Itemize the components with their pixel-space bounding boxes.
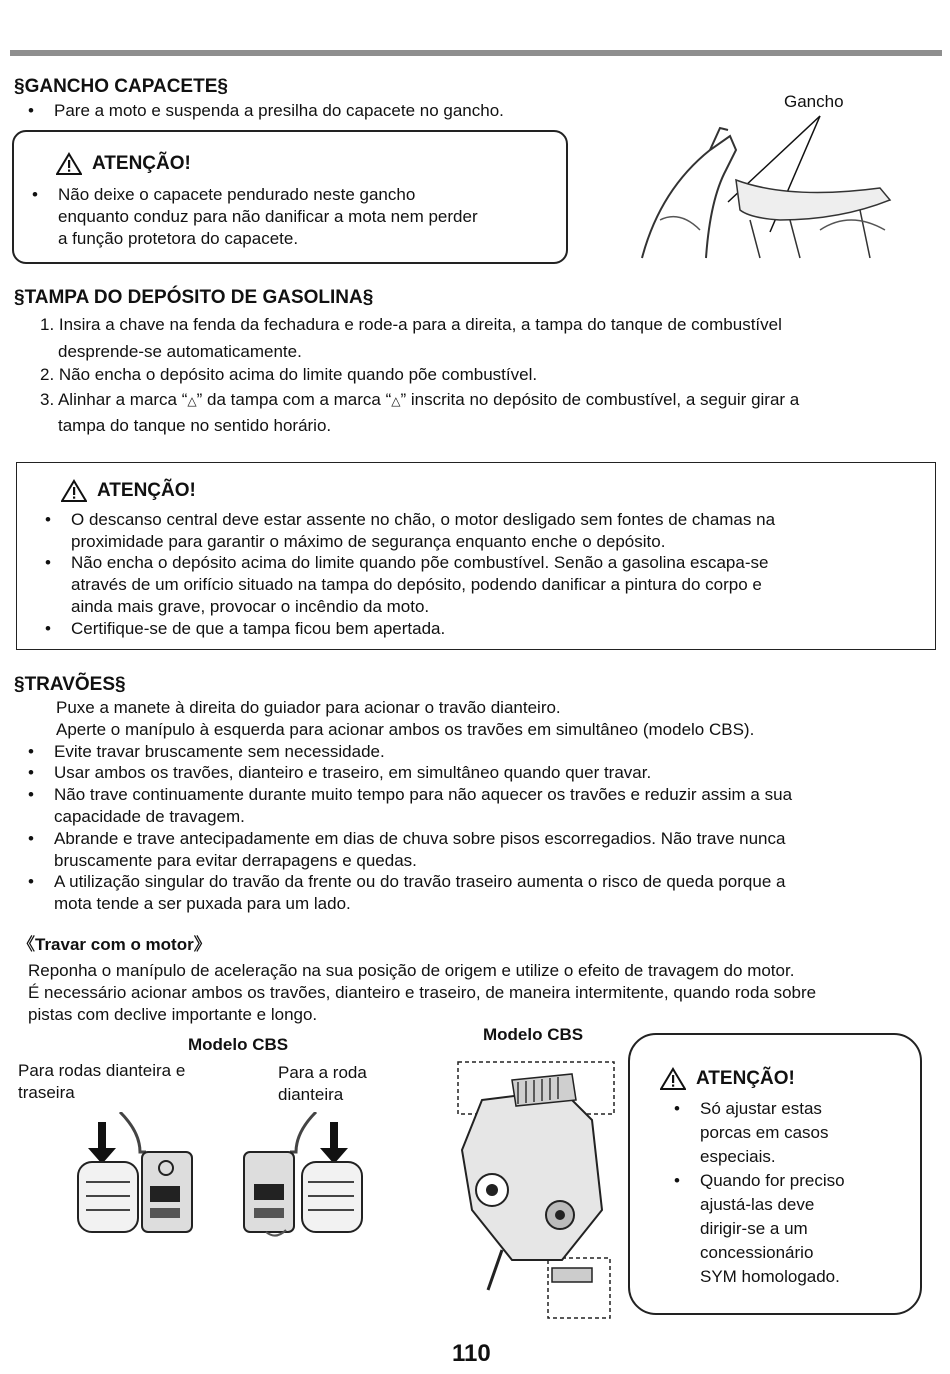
cbs-label-left: Modelo CBS [188,1035,289,1054]
engine-braking-text: Reponha o manípulo de aceleração na sua posição de origem e utilize o efeito de travagem do motor. É necessário acionar ambos os travões, dianteiro e traseiro, de maneira intermitente, quando roda sobre pistas com declive importante e longo. [28,961,817,1024]
hook-figure-label: Gancho [784,92,844,111]
cbs-warning-box [628,1033,922,1315]
front-rear-label: Para rodas dianteira e traseira [18,1061,186,1102]
engine-braking-title: 《Travar com o motor》 [18,935,211,954]
brakes-text: Puxe a manete à direita do guiador para acionar o travão dianteiro. Aperte o manípulo à esquerda para acionar ambos os travões em simultâneo (modelo CBS). • Evite travar bruscamente sem necessidade. • Usar ambos os travões, dianteiro e traseiro, em simultâneo quando quer travar. • Não trave continuamente durante muito tempo para não aquecer os travões e reduzir assim a sua capacidade de travagem. • Abrande e trave antecipadamente em dias de chuva sobre pisos escorregadios. Não trave nunca bruscamente para evitar derrapagens e quedas. • A utilização singular do travão da frente ou do travão traseiro aumenta o risco de queda porque a mota tende a ser puxada para um lado. [28,698,793,914]
warning-triangle-icon [61,479,87,503]
fuel-warning-text: • O descanso central deve estar assente no chão, o motor desligado sem fontes de chamas na proximidade para garantir o máximo de segurança enquanto enche o depósito. • Não encha o depósito acima do limite quando põe combustível. Senão a gasolina escapa-se através de um orifício situado na tampa do depósito, podendo danificar a pintura do corpo e ainda mais grave, provocar o incêndio da moto. • Certifique-se de que a tampa ficou bem apertada. [45,510,776,638]
cbs-label-right: Modelo CBS [483,1025,584,1044]
fuel-instructions: 1. Insira a chave na fenda da fechadura e rode-a para a direita, a tampa do tanque de combustível desprende-se automaticamente. 2. Não encha o depósito acima do limite quando põe combustível. 3. Alinhar a marca “△” da tampa com a marca “△” inscrita no depósito de combustível, a seguir girar a tampa do tanque no sentido horário. [40,314,920,437]
helmet-section-title: §GANCHO CAPACETE§ [14,76,228,97]
helmet-line: • Pare a moto e suspenda a presilha do capacete no gancho. [28,101,504,120]
scooter-hook-illustration [640,110,896,260]
left-lever-illustration [50,1112,210,1242]
top-rule [10,50,942,56]
cbs-warning-header: ATENÇÃO! [660,1067,795,1091]
warning-triangle-icon [660,1067,686,1091]
fuel-warning-header: ATENÇÃO! [61,479,196,503]
right-lever-illustration [226,1112,386,1242]
front-only-label: Para a roda dianteira [278,1063,367,1104]
brakes-section-title: §TRAVÕES§ [14,674,126,695]
cbs-warning-text: • Só ajustar estas porcas em casos especiais. • Quando for preciso ajustá-las deve dirigir-se a um concessionário SYM homologado. [674,1099,845,1286]
fuel-section-title: §TAMPA DO DEPÓSITO DE GASOLINA§ [14,287,374,308]
page-number: 110 [452,1340,491,1367]
helmet-warning-text: • Não deixe o capacete pendurado neste gancho enquanto conduz para não danificar a mota nem perder a função protetora do capacete. [32,185,478,248]
fuel-warning-box [16,462,936,650]
helmet-warning-box [12,130,568,264]
mark-triangle-icon: △ [391,394,401,408]
cbs-mechanism-illustration [452,1060,622,1322]
warning-triangle-icon [56,152,82,176]
mark-triangle-icon: △ [187,394,197,408]
fuel-item3-line: 3. Alinhar a marca “△” da tampa com a marca “△” inscrita no depósito de combustível, a seguir girar a [40,390,800,409]
helmet-warning-header: ATENÇÃO! [56,152,191,176]
